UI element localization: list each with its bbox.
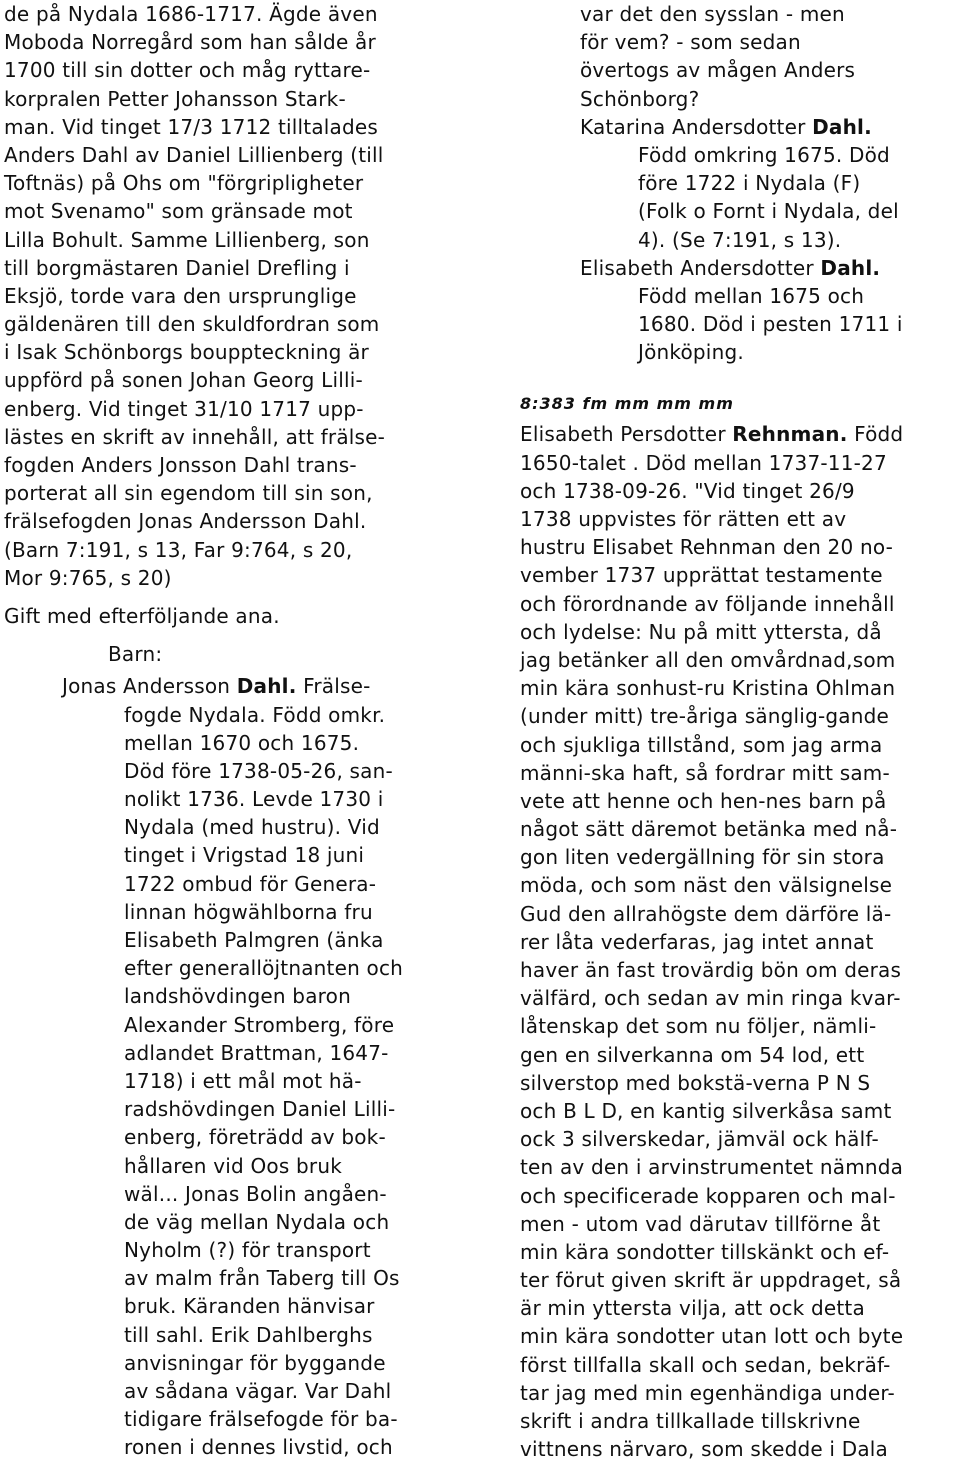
- intro-paragraph: [4, 0, 466, 592]
- text-line: silverstop med bokstä-verna P N S: [520, 1070, 871, 1095]
- text-line: och B L D, en kantig silverkåsa samt: [520, 1098, 892, 1123]
- text-line: och förordnande av följande innehåll: [520, 591, 895, 616]
- text-line: före 1722 i Nydala (F): [638, 171, 861, 196]
- text-line: bruk. Käranden hänvisar: [124, 1294, 375, 1319]
- text-line: porterat all sin egendom till sin son,: [4, 481, 373, 506]
- text-line: för vem? - som sedan: [580, 30, 801, 55]
- text-line: landshövdingen baron: [124, 984, 351, 1009]
- text-line: 1650-talet . Död mellan 1737-11-27: [520, 450, 887, 475]
- right-column: [520, 0, 958, 1463]
- ancestor-ref-code: 8:383 fm mm mm mm: [520, 394, 734, 414]
- text-line: anvisningar för byggande: [124, 1350, 386, 1375]
- text-line: tidigare frälsefogde för ba-: [124, 1407, 398, 1432]
- text-line: till borgmästaren Daniel Drefling i: [4, 255, 350, 280]
- text-line: Jönköping.: [638, 340, 744, 365]
- person-title: [520, 420, 958, 448]
- text-line: Anders Dahl av Daniel Lillienberg (till: [4, 142, 384, 167]
- text-line: låtenskap det som nu följer, nämli-: [520, 1014, 877, 1039]
- child-entry-title: [4, 672, 466, 700]
- text-line: Död före 1738-05-26, san-: [124, 758, 393, 783]
- text-line: välfärd, och sedan av min ringa kvar-: [520, 986, 901, 1011]
- text-line: radshövdingen Daniel Lilli-: [124, 1097, 396, 1122]
- text-line: 1722 ombud för Genera-: [124, 871, 377, 896]
- text-line: de på Nydala 1686-1717. Ägde även: [4, 2, 378, 26]
- barn-heading: Barn:: [108, 642, 163, 667]
- text-line: efter generallöjtnanten och: [124, 956, 404, 981]
- text-line: 1718) i ett mål mot hä-: [124, 1068, 362, 1093]
- child3-name: Elisabeth Andersdotter: [580, 255, 821, 280]
- text-line: hustru Elisabet Rehnman den 20 no-: [520, 535, 894, 560]
- text-line: Född mellan 1675 och: [638, 283, 865, 308]
- child-surname: Dahl.: [236, 674, 297, 699]
- text-line: min kära sondotter tillskänkt och ef-: [520, 1239, 890, 1264]
- text-line: enberg, företrädd av bok-: [124, 1125, 386, 1150]
- text-line: Alexander Stromberg, före: [124, 1012, 395, 1037]
- text-line: Född omkring 1675. Död: [638, 142, 890, 167]
- text-line: Nydala (med hustru). Vid: [124, 815, 380, 840]
- text-line: skrift i andra tillkallade tillskrivne: [520, 1409, 861, 1433]
- text-line: frälsefogden Jonas Andersson Dahl.: [4, 509, 367, 534]
- text-line: mot Svenamo" som gränsade mot: [4, 199, 353, 224]
- text-line: fogde Nydala. Född omkr.: [124, 702, 386, 727]
- text-line: av sådana vägar. Var Dahl: [124, 1379, 392, 1403]
- text-line: jag betänker all den omvårdnad,som: [520, 647, 896, 672]
- text-line: Moboda Norregård som han sålde år: [4, 30, 376, 55]
- child3-title: [520, 254, 958, 282]
- text-line: är min yttersta vilja, att ock detta: [520, 1296, 865, 1321]
- text-line: mellan 1670 och 1675.: [124, 730, 360, 755]
- text-line: Toftnäs) på Ohs om "förgripligheter: [4, 171, 364, 196]
- text-line: tar jag med min egenhändiga under-: [520, 1380, 895, 1405]
- text-line: och sjukliga tillstånd, som jag arma: [520, 732, 883, 757]
- text-line: ten av den i arvinstrumentet nämnda: [520, 1155, 904, 1180]
- continuation-block: [520, 0, 958, 113]
- child3-surname: Dahl.: [820, 255, 881, 280]
- text-line: men - utom vad därutav tillförne åt: [520, 1211, 881, 1236]
- text-line: nolikt 1736. Levde 1730 i: [124, 787, 384, 812]
- text-line: adlandet Brattman, 1647-: [124, 1040, 389, 1065]
- child-title-rest: Frälse-: [296, 674, 371, 699]
- text-line: (Folk o Fornt i Nydala, del: [638, 199, 899, 224]
- text-line: 1738 uppvistes för rätten ett av: [520, 507, 847, 531]
- text-line: var det den sysslan - men: [580, 2, 845, 26]
- text-line: 1680. Död i pesten 1711 i: [638, 312, 903, 337]
- text-line: Eksjö, torde vara den ursprunglige: [4, 283, 357, 308]
- text-line: tinget i Vrigstad 18 juni: [124, 843, 365, 868]
- person-surname: Rehnman.: [732, 422, 848, 447]
- text-line: fogden Anders Jonsson Dahl trans-: [4, 453, 357, 477]
- child-entry-body: [4, 701, 466, 1462]
- text-line: möda, och som näst den välsignelse: [520, 873, 893, 898]
- text-line: något sätt däremot betänka med nå-: [520, 817, 898, 842]
- text-line: uppförd på sonen Johan Georg Lilli-: [4, 368, 363, 393]
- text-line: och specificerade kopparen och mal-: [520, 1183, 896, 1208]
- child2-title: [520, 113, 958, 141]
- text-line: 4). (Se 7:191, s 13).: [638, 227, 842, 252]
- text-line: min kära sondotter utan lott och byte: [520, 1324, 904, 1349]
- child3-body: [520, 282, 958, 367]
- text-line: (Barn 7:191, s 13, Far 9:764, s 20,: [4, 537, 353, 562]
- person-name: Elisabeth Persdotter: [520, 422, 733, 447]
- text-line: Lilla Bohult. Samme Lillienberg, son: [4, 227, 370, 252]
- child2-body: [520, 141, 958, 254]
- text-line: och 1738-09-26. "Vid tinget 26/9: [520, 478, 855, 503]
- text-line: Schönborg?: [580, 86, 700, 111]
- person-body: [520, 449, 958, 1464]
- text-line: Nyholm (?) för transport: [124, 1238, 371, 1263]
- text-line: min kära sonhust-ru Kristina Ohlman: [520, 676, 896, 701]
- text-line: man. Vid tinget 17/3 1712 tilltalades: [4, 114, 379, 139]
- child2-name: Katarina Andersdotter: [580, 114, 813, 139]
- text-line: Gud den allrahögste dem därföre lä-: [520, 901, 892, 926]
- text-line: enberg. Vid tinget 31/10 1717 upp-: [4, 396, 364, 421]
- text-line: ock 3 silverskedar, jämväl ock hälf-: [520, 1127, 879, 1152]
- text-line: ter förut given skrift är uppdraget, så: [520, 1268, 902, 1293]
- text-line: gon liten vedergällning för sin stora: [520, 845, 885, 870]
- text-line: hållaren vid Oos bruk: [124, 1153, 342, 1178]
- text-line: och lydelse: Nu på mitt yttersta, då: [520, 619, 882, 644]
- text-line: de väg mellan Nydala och: [124, 1209, 390, 1234]
- text-line: haver än fast trovärdig bön om deras: [520, 958, 902, 982]
- left-column: [4, 0, 466, 1462]
- text-line: ronen i dennes livstid, och: [124, 1435, 393, 1460]
- text-line: 1700 till sin dotter och måg ryttare-: [4, 58, 371, 83]
- text-line: i Isak Schönborgs bouppteckning är: [4, 340, 369, 365]
- text-line: korpralen Petter Johansson Stark-: [4, 86, 346, 111]
- text-line: linnan högwählborna fru: [124, 899, 373, 924]
- text-line: gäldenären till den skuldfordran som: [4, 312, 380, 337]
- text-line: wäl... Jonas Bolin angåen-: [124, 1181, 387, 1206]
- text-line: vember 1737 upprättat testamente: [520, 563, 883, 588]
- text-line: rer låta vederfaras, jag intet annat: [520, 929, 874, 954]
- text-line: (under mitt) tre-åriga sänglig-gande: [520, 704, 890, 729]
- text-line: till sahl. Erik Dahlberghs: [124, 1322, 373, 1347]
- child-name: Jonas Andersson: [62, 674, 237, 699]
- text-line: Elisabeth Palmgren (änka: [124, 928, 384, 952]
- text-line: Mor 9:765, s 20): [4, 565, 172, 590]
- child2-surname: Dahl.: [812, 114, 872, 139]
- text-line: gen en silverkanna om 54 lod, ett: [520, 1042, 865, 1067]
- text-line: av malm från Taberg till Os: [124, 1266, 400, 1291]
- text-line: lästes en skrift av innehåll, att frälse-: [4, 424, 386, 449]
- text-line: först tillfalla skall och sedan, bekräf-: [520, 1352, 891, 1377]
- text-line: vete att henne och hen-nes barn på: [520, 788, 887, 813]
- text-line: männi-ska haft, så fordrar mitt sam-: [520, 760, 890, 785]
- person-title-rest: Född: [847, 422, 904, 447]
- text-line: vittnens närvaro, som skedde i Dala: [520, 1437, 889, 1462]
- gift-line: Gift med efterföljande ana.: [4, 603, 280, 628]
- text-line: övertogs av mågen Anders: [580, 58, 856, 83]
